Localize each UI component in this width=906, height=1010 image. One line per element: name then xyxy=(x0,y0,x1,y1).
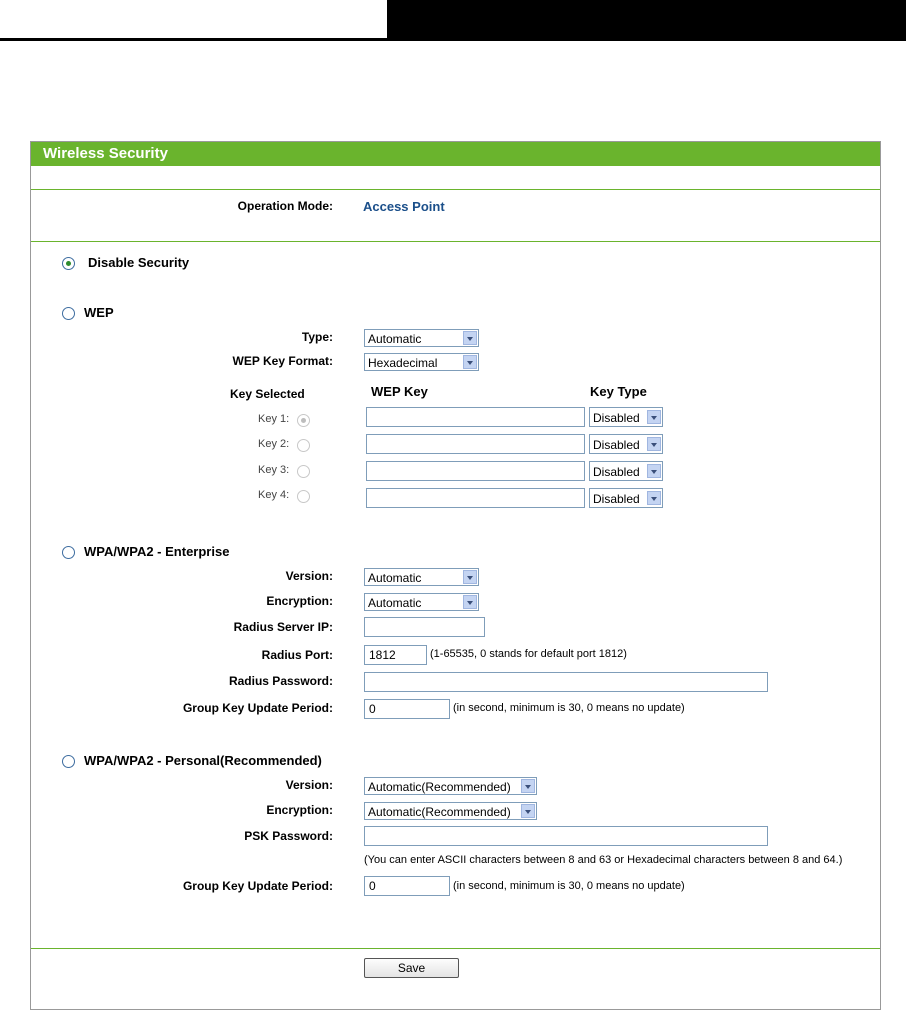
enterprise-encryption-value: Automatic xyxy=(368,596,422,610)
enterprise-version-select[interactable] xyxy=(364,568,479,586)
key-2-label: Key 2: xyxy=(258,438,290,450)
chevron-down-icon xyxy=(647,437,661,451)
personal-encryption-value: Automatic(Recommended) xyxy=(368,805,511,819)
enterprise-encryption-label: Encryption: xyxy=(266,594,333,608)
chevron-down-icon xyxy=(647,410,661,424)
wep-key-format-value: Hexadecimal xyxy=(368,356,438,370)
enterprise-version-label: Version: xyxy=(285,569,333,583)
personal-version-value: Automatic(Recommended) xyxy=(368,780,511,794)
key-3-input[interactable] xyxy=(366,461,585,481)
key-4-label: Key 4: xyxy=(258,489,290,501)
page-top-bar-left xyxy=(0,0,387,41)
wep-type-value: Automatic xyxy=(368,332,422,346)
key-selected-header: Key Selected xyxy=(230,387,305,401)
key-1-label: Key 1: xyxy=(258,413,290,425)
key-1-type-value: Disabled xyxy=(593,411,640,425)
wpa-enterprise-radio[interactable] xyxy=(62,546,75,559)
key-4-type-value: Disabled xyxy=(593,492,640,506)
radius-password-input[interactable] xyxy=(364,672,768,692)
key-3-type-value: Disabled xyxy=(593,465,640,479)
key-4-type-select[interactable] xyxy=(589,488,663,508)
radius-port-input[interactable] xyxy=(364,645,427,665)
disable-security-radio[interactable] xyxy=(62,257,75,270)
personal-version-select[interactable] xyxy=(364,777,537,795)
divider xyxy=(31,189,880,190)
personal-group-key-label: Group Key Update Period: xyxy=(182,879,333,893)
divider xyxy=(31,241,880,242)
panel-title: Wireless Security xyxy=(43,145,168,162)
wpa-personal-label: WPA/WPA2 - Personal(Recommended) xyxy=(84,753,322,768)
enterprise-encryption-select[interactable] xyxy=(364,593,479,611)
psk-password-hint: (You can enter ASCII characters between 8 and 63 or Hexadecimal characters between 8 and 64.) xyxy=(364,854,843,866)
key-1-type-select[interactable] xyxy=(589,407,663,427)
enterprise-version-value: Automatic xyxy=(368,571,422,585)
wpa-enterprise-label: WPA/WPA2 - Enterprise xyxy=(84,544,230,559)
radius-port-hint: (1-65535, 0 stands for default port 1812) xyxy=(430,648,627,660)
psk-password-label: PSK Password: xyxy=(244,829,333,843)
chevron-down-icon xyxy=(463,595,477,609)
enterprise-group-key-hint: (in second, minimum is 30, 0 means no update) xyxy=(453,702,685,714)
key-1-radio[interactable] xyxy=(297,414,310,427)
wep-radio[interactable] xyxy=(62,307,75,320)
key-2-input[interactable] xyxy=(366,434,585,454)
divider xyxy=(31,948,880,949)
radius-server-ip-label: Radius Server IP: xyxy=(233,620,333,634)
key-3-type-select[interactable] xyxy=(589,461,663,481)
panel-header xyxy=(31,142,880,166)
personal-encryption-label: Encryption: xyxy=(266,803,333,817)
personal-version-label: Version: xyxy=(285,778,333,792)
wpa-personal-radio[interactable] xyxy=(62,755,75,768)
radius-password-label: Radius Password: xyxy=(228,674,333,688)
page-top-bar-right xyxy=(387,0,906,41)
wep-type-label: Type: xyxy=(301,330,333,344)
radius-port-label: Radius Port: xyxy=(261,648,333,662)
personal-group-key-input[interactable] xyxy=(364,876,450,896)
operation-mode-label: Operation Mode: xyxy=(237,199,333,213)
chevron-down-icon xyxy=(521,779,535,793)
key-4-input[interactable] xyxy=(366,488,585,508)
chevron-down-icon xyxy=(647,464,661,478)
operation-mode-value: Access Point xyxy=(363,199,445,214)
save-button[interactable]: Save xyxy=(364,958,459,978)
chevron-down-icon xyxy=(463,331,477,345)
key-1-input[interactable] xyxy=(366,407,585,427)
psk-password-input[interactable] xyxy=(364,826,768,846)
chevron-down-icon xyxy=(463,355,477,369)
personal-group-key-hint: (in second, minimum is 30, 0 means no update) xyxy=(453,880,685,892)
key-2-radio[interactable] xyxy=(297,439,310,452)
key-2-type-select[interactable] xyxy=(589,434,663,454)
wireless-security-panel xyxy=(30,141,881,1010)
chevron-down-icon xyxy=(647,491,661,505)
key-3-label: Key 3: xyxy=(258,464,290,476)
radius-server-ip-input[interactable] xyxy=(364,617,485,637)
enterprise-group-key-input[interactable] xyxy=(364,699,450,719)
key-2-type-value: Disabled xyxy=(593,438,640,452)
wep-key-format-label: WEP Key Format: xyxy=(232,354,333,368)
disable-security-label: Disable Security xyxy=(88,255,190,270)
key-type-header: Key Type xyxy=(590,384,647,399)
wep-key-header: WEP Key xyxy=(371,384,428,399)
personal-encryption-select[interactable] xyxy=(364,802,537,820)
wep-type-select[interactable] xyxy=(364,329,479,347)
wep-label: WEP xyxy=(84,305,114,320)
wep-key-format-select[interactable] xyxy=(364,353,479,371)
enterprise-group-key-label: Group Key Update Period: xyxy=(182,701,333,715)
key-4-radio[interactable] xyxy=(297,490,310,503)
chevron-down-icon xyxy=(521,804,535,818)
chevron-down-icon xyxy=(463,570,477,584)
key-3-radio[interactable] xyxy=(297,465,310,478)
